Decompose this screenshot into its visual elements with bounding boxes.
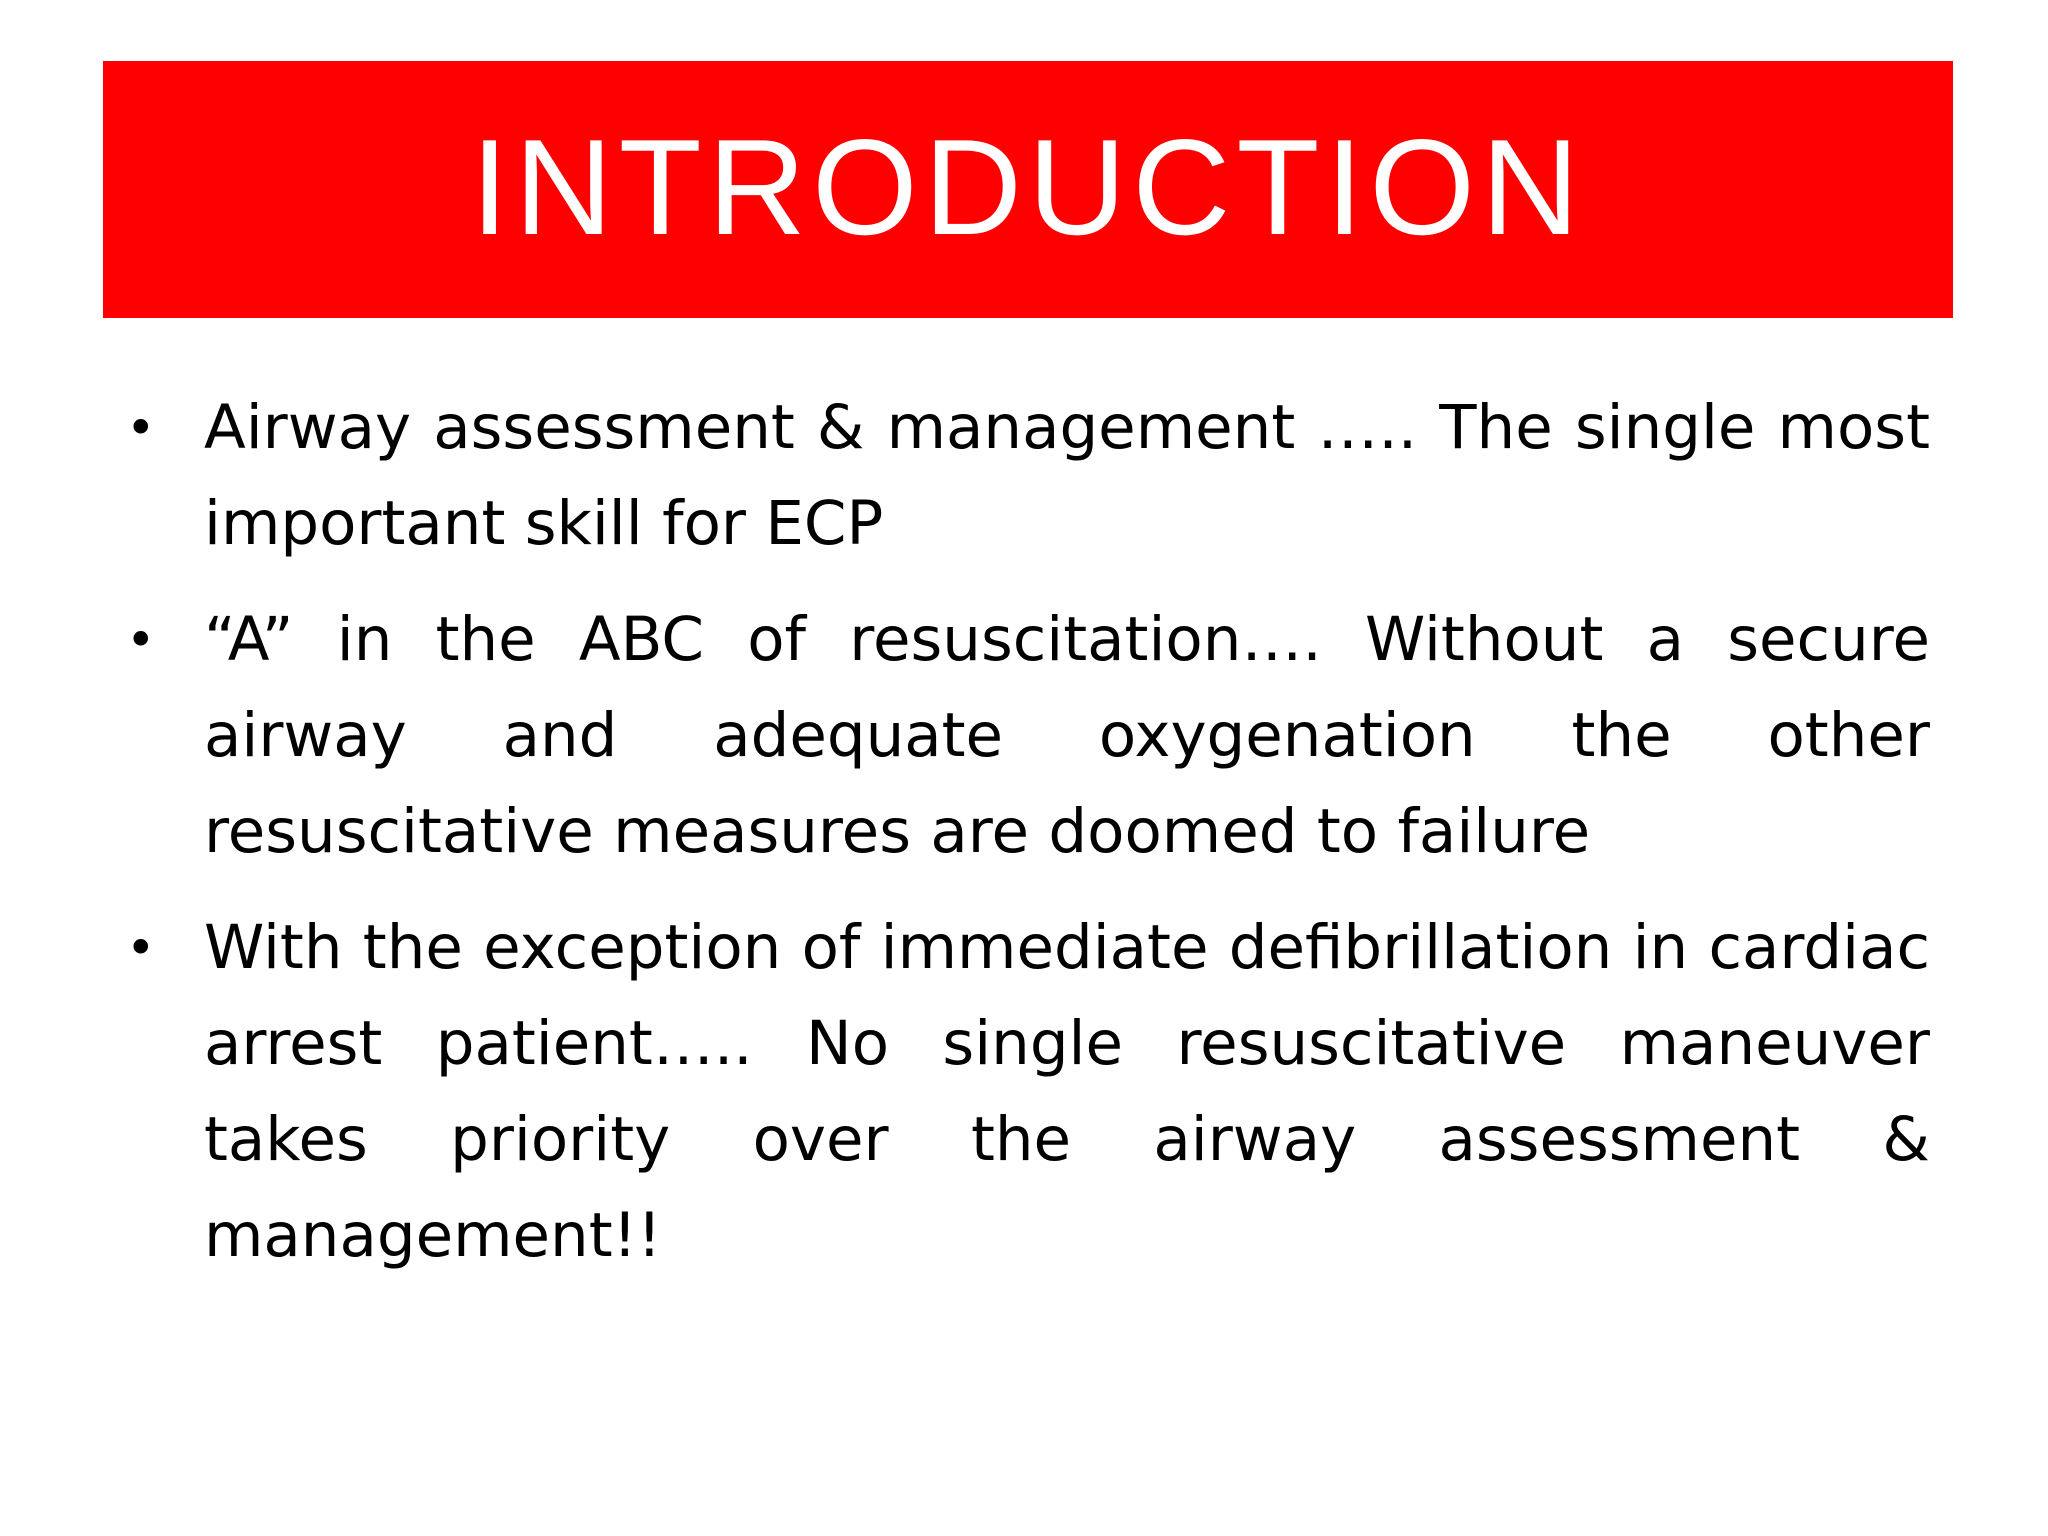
- bullet-list: [120, 380, 1930, 1284]
- bullet-item: [120, 380, 1930, 572]
- bullet-dot-icon: •: [126, 919, 156, 977]
- bullet-dot-icon: •: [126, 611, 156, 669]
- bullet-dot-icon: •: [126, 399, 156, 457]
- bullet-text: “A” in the ABC of resuscitation…. Without a secure airway and adequate oxygenation the other resuscitative measures are doomed to failure: [204, 604, 1930, 867]
- bullet-item: [120, 592, 1930, 880]
- bullet-item: [120, 900, 1930, 1284]
- bullet-text: Airway assessment & management ….. The single most important skill for ECP: [204, 392, 1930, 559]
- title-banner: [103, 61, 1953, 318]
- bullet-text: With the exception of immediate defibrillation in cardiac arrest patient….. No single resuscitative maneuver takes priority over the airway assessment & management!!: [204, 912, 1930, 1271]
- slide-title: INTRODUCTION: [470, 110, 1586, 263]
